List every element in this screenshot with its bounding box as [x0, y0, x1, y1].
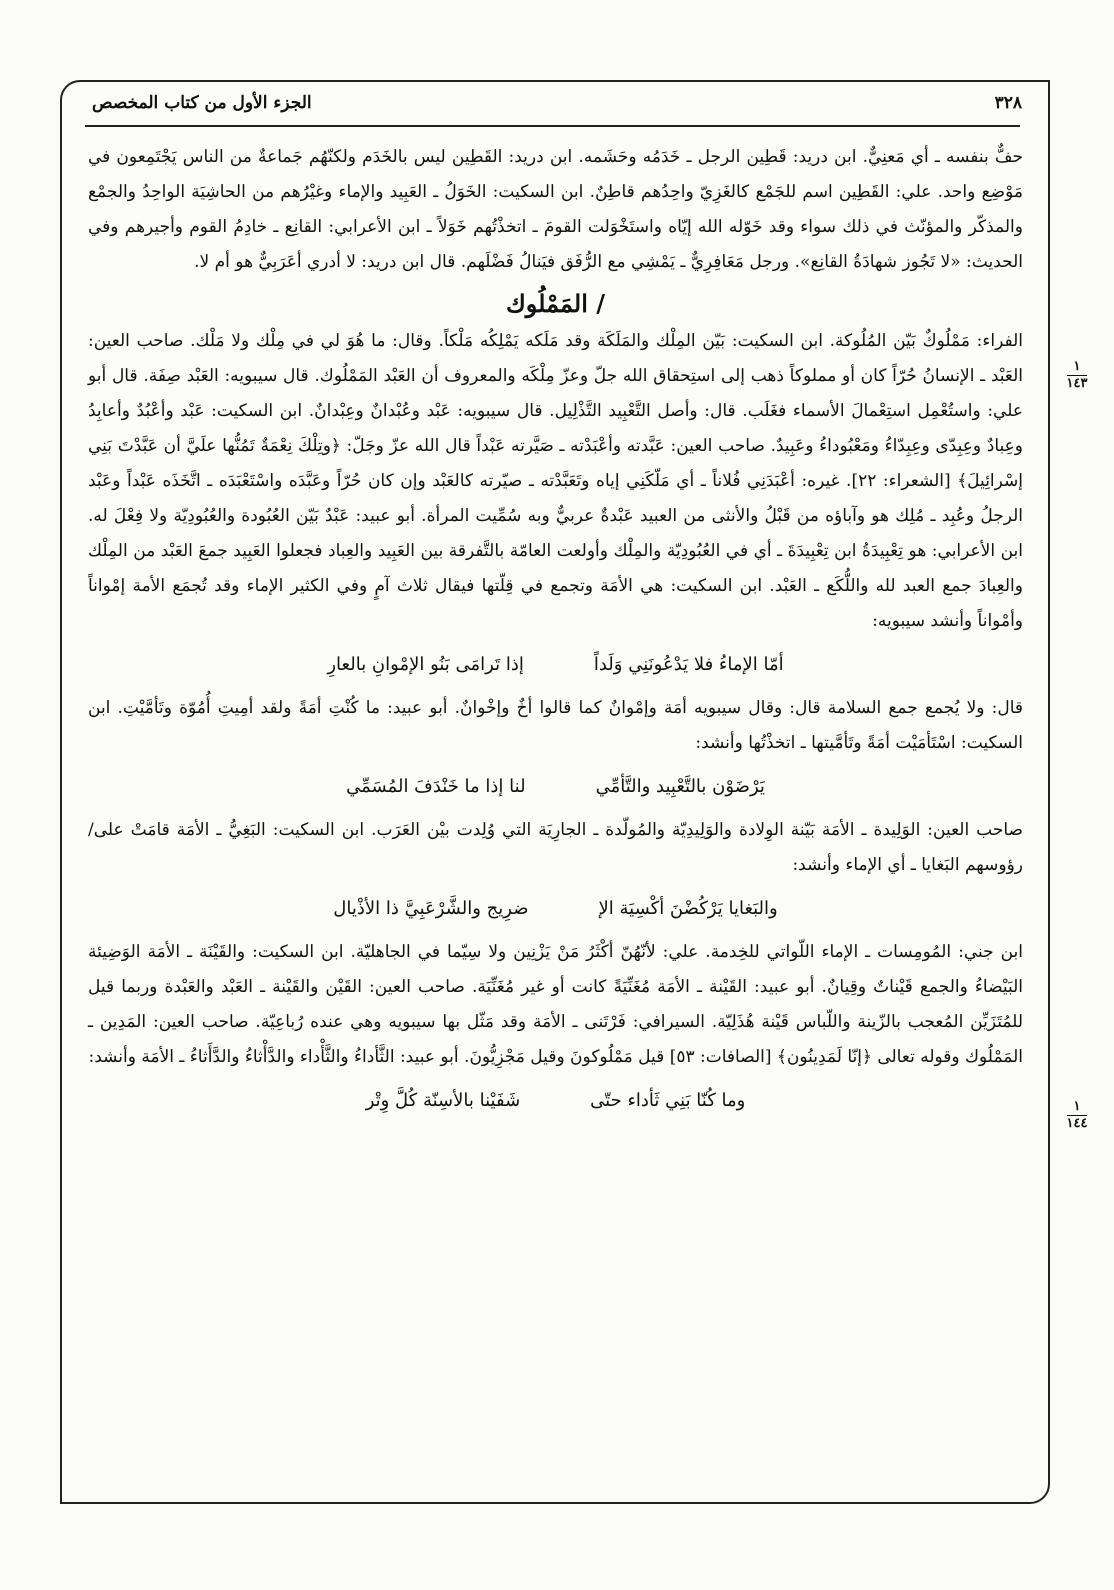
- margin-page-ref-144: [1062, 1100, 1092, 1131]
- verse-3-first-hemistich: والبَغايا يَرْكُضْنَ أكْسِيَة الإ: [598, 898, 778, 919]
- verse-1: [88, 649, 1023, 681]
- page-number: ٣٢٨: [994, 93, 1022, 113]
- section-heading: / المَمْلُوك: [506, 289, 605, 318]
- margin-ref-bottom: ١٤٤: [1066, 1116, 1088, 1131]
- margin-ref-bottom: ١٤٣: [1066, 376, 1088, 391]
- verse-2-second-hemistich: لنا إذا ما خَنْدَفَ المُسَمِّي: [346, 776, 526, 797]
- book-title: الجزء الأول من كتاب المخصص: [92, 93, 312, 113]
- main-text: [88, 140, 1023, 1127]
- verse-1-first-hemistich: أمّا الإماءُ فلا يَدْعُونَنِي وَلَداً: [593, 654, 784, 675]
- verse-4-first-hemistich: وما كُنّا بَنِي ثَأداء حتّى: [590, 1090, 746, 1111]
- header-rule: [85, 125, 1020, 127]
- verse-3: [88, 893, 1023, 925]
- verse-2: [88, 771, 1023, 803]
- verse-4: [88, 1085, 1023, 1117]
- paragraph-2: الفراء: مَمْلُوكٌ بَيّن المُلُوكة. ابن السكيت: بَيّن المِلْك والمَلَكَة وقد مَلَكه يَمْلِكُه مَلْكاً. وقال: ما هُوَ لي في مِلْك ولا مَلْك. صاحب العين: العَبْد ـ الإنسانُ حُرّاً كان أو مملوكاً ذهب إلى استِحقاق الله جلّ وعزّ مِلْكَه والمعروف أن العَبْد المَمْلُوك. قال سيبويه: العَبْد صِفَة. قال أبو علي: واستُعْمِل استِعْمالَ الأسماء فغَلَب. قال: وأصل التَّعْبِيد التَّذْلِيل. قال سيبويه: عَبْد وعُبْدانٌ وعِبْدانٌ. ابن السكيت: عَبْد وأعْبُدٌ وأعابِدُ وعِبادٌ وعِبِدّى وعِبِدّاءُ ومَعْبُوداءُ وعَبِيدٌ. صاحب العين: عَبَّدته وأعْبَدْته ـ صَيَّرته عَبْداً قال الله عزّ وجَلّ: ﴿وتِلْكَ نِعْمَةٌ تَمُنُّها علَيَّ أن عَبَّدْتَ بَنِي إسْرائِيلَ﴾ [الشعراء: ٢٢]. غيره: أعْبَدَنِي فُلاناً ـ أي مَلّكَنِي إياه وتَعَبَّدْته ـ صيّرته كالعَبْد وإن كان حُرّاً وعَبَّدَه واسْتَعْبَدَه ـ اتَّخَذَه عَبْداً وعَبْد الرجلُ وعُبِد ـ مُلِك هو وآباؤه من قَبْلُ والأنثى من العبيد عَبْدةٌ عربيٌّ وبه سُمِّيت المرأة. أبو عبيد: عَبْدٌ بَيّن العُبُودة والعُبُودِيّة ولا فِعْلَ له. ابن الأعرابي: هو تِعْبِيدَةُ ابن تِعْبِيدَةَ ـ أي في العُبُودِيّة والمِلْك وأولعت العامّة بالتَّفرقة بين العَبِيد والعِباد فجعلوا العَبِيد جمعَ العَبْد من المِلْك والعِبادَ جمع العبد لله واللُّكَع ـ العَبْد. ابن السكيت: هي الأمَة وتجمع في قِلّتها فيقال ثلاث آمٍ وفي الكثير الإماء وقد تُجمَع الأمة إمْواناً وأمْواناً وأنشد سيبويه:: [88, 331, 1023, 631]
- verse-4-second-hemistich: شَفَيْنا بالأسِنّة كُلَّ وِتْر: [365, 1090, 521, 1111]
- page-header: [92, 86, 1022, 120]
- margin-ref-top: ١: [1073, 1099, 1081, 1114]
- paragraph-5: ابن جني: المُومِسات ـ الإماء اللّواتي للخِدمة. علي: لأنّهُنّ أكْثَرُ مَنْ يَزْنِين ولا سِيّما في الجاهليّة. ابن السكيت: والقَيْنَة ـ الأمَة الوَضِيئة البَيْضاءُ والجمع قَيْناتٌ وقِيانٌ. أبو عبيد: القَيْنة ـ الأمَة مُغَنِّيَةً كانت أو غير مُغَنِّيَة. صاحب العين: القَيْن والقَيْنة ـ العَبْد والعَبْدة وربما قيل للمُتَزَيِّن المُعجب بالزّينة واللّباس قَيْنة هُذَلِيّة. السيرافي: فَرْتَنى ـ الأمَة وقد مَثّل بها سيبويه وهي عنده رُباعِيّة. صاحب العين: المَدِين ـ المَمْلُوك وقوله تعالى ﴿إنّا لَمَدِينُون﴾ [الصافات: ٥٣] قيل مَمْلُوكونَ وقيل مَجْزِيُّونَ. أبو عبيد: الثَّأداءُ والثَّأْداء والدَّأْثاءُ والدَّأَثاءُ ـ الأمَة وأنشد:: [88, 942, 1023, 1067]
- margin-ref-top: ١: [1073, 359, 1081, 374]
- margin-page-ref-143: [1062, 360, 1092, 391]
- verse-3-second-hemistich: ضرِيج والشَّرْعَبِيَّ ذا الأذْيال: [333, 898, 529, 919]
- verse-2-first-hemistich: يَرْضَوْن بالتَّعْبِيد والتَّأمِّي: [595, 776, 765, 797]
- paragraph-4: صاحب العين: الوَلِيدة ـ الأمَة بَيّنة الوِلادة والوَلِيدِيّة والمُولّدة ـ الجارِيَة التي وُلِدت بيْن العَرَب. ابن السكيت: البَغِيُّ ـ الأمَة قامَتْ على/ رؤوسهم البَغايا ـ أي الإماء وأنشد:: [88, 820, 1023, 875]
- paragraph-1: حفٌّ بنفسه ـ أي مَعنِيٌّ. ابن دريد: قَطِين الرجل ـ خَدَمُه وحَشَمه. ابن دريد: القَطِين ليس بالخَدَم ولكنّهُم جَماعةٌ من الناس يَجْتَمِعون في مَوْضِع واحد. علي: القَطِين اسم للجَمْع كالغَزِيّ واحِدُهم قاطِنٌ. ابن السكيت: الخَوَلُ ـ العَبِيد والإماء وغيْرُهم من الحاشِيَة الواحِدُ والجمْع والمذكّر والمؤنّث في ذلك سواء وقد خَوّله الله إيّاه واستَخْوَلت القومَ ـ اتخذْتُهم خَوَلاً ـ ابن الأعرابي: القانِع ـ خادِمُ القوم وأجيرهم وفي الحديث: «لا تَجُوز شهادَةُ القانِع». ورجل مَعَافِرِيٌّ ـ يَمْشِي مع الرُّفَق فيَنالُ فَضْلَهم. قال ابن دريد: لا أدري أعَرَبِيٌّ هو أم لا.: [88, 147, 1023, 272]
- verse-1-second-hemistich: إذا تَرامَى بَنُو الإمْوانِ بالعارِ: [327, 654, 524, 675]
- paragraph-3: قال: ولا يُجمع جمع السلامة قال: وقال سيبويه أمَة وإمْوانٌ كما قالوا أخٌ وإخْوانٌ. أبو عبيد: ما كُنْتِ أمَةً ولقد أمِيتِ أُمُوّة وتَأمَّيْتِ. ابن السكيت: اسْتَأمَيْت أمَةً وتَأمَّيتها ـ اتخذْتُها وأنشد:: [88, 698, 1023, 753]
